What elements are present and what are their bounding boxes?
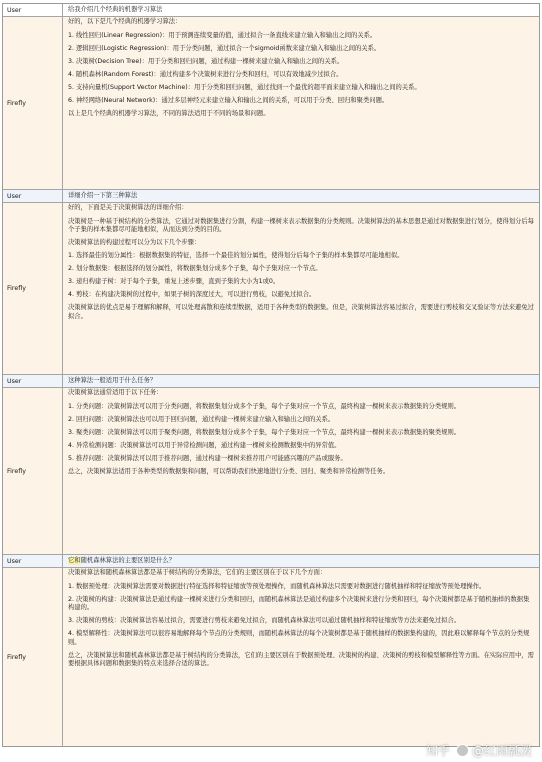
user-message-row <box>3 375 539 388</box>
paragraph: 决策树算法的优点是易于理解和解释，可以处理高散和连续型数据，适用于各种类型的数据集。但是，决策树算法容易过拟合，需要进行剪枝和交叉验证等方法来避免过拟合。 <box>68 304 534 320</box>
paragraph: 3. 决策树(Decision Tree)：用于分类和回归问题，通过构建一棵树来建立输入和输出之间的关系。 <box>68 57 344 65</box>
conversation-table <box>2 3 540 747</box>
paragraph: 决策树是一种基于树结构的分类算法，它通过对数据集进行分割，构建一棵树来表示数据集的分类规则。决策树算法的基本思想是通过对数据集进行划分，使得划分后每个子集的样本集都尽可能地相似，从而达到分类的目的。 <box>68 217 534 234</box>
watermark <box>426 742 532 759</box>
user-message: 这种算法一般适用于什么任务？ <box>68 376 157 384</box>
paragraph: 4. 异常检测问题：决策树算法可以用于异常检测问题，通过构建一棵树来检测数据集中的异常值。 <box>68 441 341 449</box>
paragraph: 3. 递归构建子树：对于每个子集，重复上述步骤，直到子集的大小为1或0。 <box>68 278 280 286</box>
user-message <box>63 555 539 567</box>
role-cell: User <box>3 190 63 202</box>
paragraph: 总之，决策树算法适用于各种类型的数据集和问题，可以帮助我们快速地进行分类、回归、聚类和异常检测等任务。 <box>68 467 390 475</box>
paragraph: 6. 神经网络(Neural Network)：通过多层神经元来建立输入和输出之间的关系，可以用于分类、回归和聚类问题。 <box>68 96 389 104</box>
paragraph: 1. 选择最佳的划分属性：根据数据集的特征，选择一个最佳的划分属性，使得划分后每个子集的样本集都尽可能地相似。 <box>68 252 404 260</box>
paragraph: 决策树算法的构建过程可以分为以下几个步骤： <box>68 239 201 247</box>
watermark-author: @红雨瓢泼 <box>471 744 532 758</box>
assistant-message <box>63 203 539 374</box>
watermark-site: 知乎 <box>425 744 450 758</box>
assistant-message-row <box>3 568 539 746</box>
assistant-message <box>63 568 539 746</box>
role-cell: Firefly <box>3 388 63 554</box>
user-message-row <box>3 555 539 568</box>
assistant-message-row <box>3 388 539 555</box>
paragraph: 好的，以下是几个经典的机器学习算法： <box>68 18 182 25</box>
role-cell: Firefly <box>3 17 63 189</box>
user-message-row <box>3 190 539 203</box>
role-cell: Firefly <box>3 203 63 374</box>
paragraph: 总之，决策树算法和随机森林算法都是基于树结构的分类算法，它们的主要区别在于数据预处理、决策树的构建、决策树的剪枝和模型解释性等方面。在实际应用中，需要根据具体问题和数据集的特点来选择合适的算法。 <box>68 651 534 668</box>
avatar-icon <box>456 744 469 757</box>
paragraph: 4. 剪枝：在构建决策树的过程中，如果子树的深度过大，可以进行剪枝，以避免过拟合。 <box>68 291 316 299</box>
paragraph: 3. 决策树的剪枝：决策树算法容易过拟合，需要进行剪枝来避免过拟合，而随机森林算法可以通过随机抽样和特征缩放等方法来避免过拟合。 <box>68 617 461 625</box>
assistant-message <box>63 388 539 554</box>
paragraph: 以上是几个经典的机器学习算法，不同的算法适用于不同的场景和问题。 <box>68 109 270 117</box>
paragraph: 4. 随机森林(Random Forest)：通过构建多个决策树来进行分类和回归，可以有效地减少过拟合。 <box>68 70 343 78</box>
paragraph: 1. 线性回归(Linear Regression)：用于预测连续变量的值，通过拟合一条直线来建立输入和输出之间的关系。 <box>68 31 377 39</box>
role-cell: User <box>3 555 63 567</box>
role-cell: User <box>3 4 63 16</box>
paragraph: 决策树算法和随机森林算法都是基于树结构的分类算法，它们的主要区别在于以下几个方面： <box>68 569 327 576</box>
paragraph: 2. 逻辑回归(Logistic Regression)：用于分类问题，通过拟合一个sigmoid函数来建立输入和输出之间的关系。 <box>68 44 381 52</box>
user-message: 详细介绍一下第三种算法 <box>68 191 138 199</box>
assistant-message <box>63 17 539 189</box>
paragraph: 1. 数据预处理：决策树算法需要对数据进行特征选择和特征缩放等预处理操作，而随机森林算法只需要对数据进行随机抽样和特征缩放等预处理操作。 <box>68 582 486 590</box>
paragraph: 3. 聚类问题：决策树算法可以用于聚类问题，将数据集划分成多个子集，每个子集对应一个节点，最终构建一棵树来表示数据集的聚类规则。 <box>68 428 461 436</box>
assistant-message-row <box>3 203 539 375</box>
assistant-message-row <box>3 17 539 190</box>
paragraph: 2. 决策树的构建：决策树算法是通过构建一棵树来进行分类和回归，而随机森林算法是通过构建多个决策树来进行分类和回归，每个决策树都是基于随机抽样的数据集构建的。 <box>68 595 530 612</box>
paragraph: 好的，下面是关于决策树算法的详细介绍： <box>68 204 188 211</box>
paragraph: 决策树算法通常适用于以下任务： <box>68 389 163 396</box>
paragraph: 5. 推荐问题：决策树算法可以用于推荐问题，通过构建一棵树来推荐用户可能感兴趣的产品或服务。 <box>68 454 347 462</box>
paragraph: 2. 回归问题：决策树算法也可以用于回归问题，通过构建一棵树来建立输入和输出之间的关系。 <box>68 415 335 423</box>
role-cell: Firefly <box>3 568 63 746</box>
paragraph: 4. 模型解释性：决策树算法可以很容易地解释每个节点的分类规则，而随机森林算法的每个决策树都是基于随机抽样的数据集构建的，因此难以解释每个节点的分类规则。 <box>68 630 530 646</box>
paragraph: 1. 分类问题：决策树算法可以用于分类问题，将数据集划分成多个子集，每个子集对应一个节点，最终构建一棵树来表示数据集的分类规则。 <box>68 402 461 410</box>
user-message-row <box>3 4 539 17</box>
paragraph: 2. 划分数据集：根据选择的划分属性，将数据集划分成多个子集，每个子集对应一个节点。 <box>68 265 322 273</box>
text-highlight: 它和 <box>68 556 81 564</box>
paragraph: 5. 支持向量机(Support Vector Machine)：用于分类和回归问题，通过找到一个最优的超平面来建立输入和输出之间的关系。 <box>68 83 421 91</box>
user-message-rest: 随机森林算法的主要区别是什么？ <box>80 556 176 564</box>
role-cell: User <box>3 375 63 387</box>
user-message: 给我介绍几个经典的机器学习算法 <box>68 5 163 13</box>
